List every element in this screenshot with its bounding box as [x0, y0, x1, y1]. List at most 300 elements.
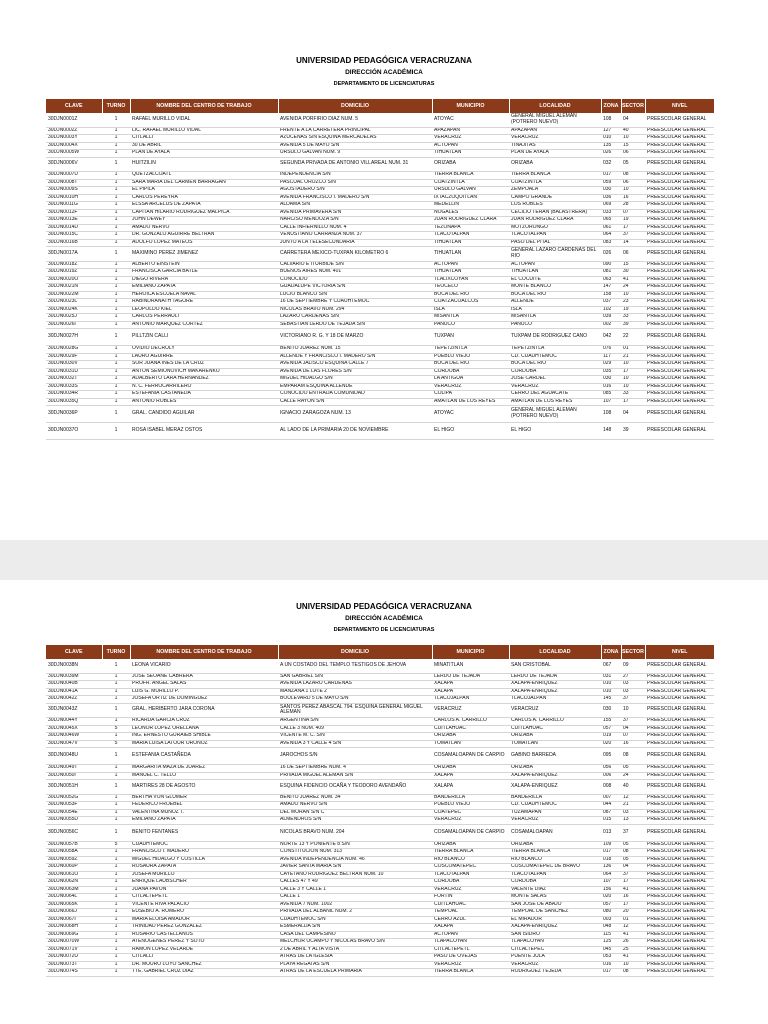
cell-sector: 22 — [621, 329, 645, 346]
cell-zona: 064 — [601, 232, 621, 240]
cell-municipio: ACTOPAN — [432, 931, 509, 939]
cell-sector: 19 — [621, 306, 645, 314]
cell-domicilio: BENITO JUAREZ NUM. 15 — [278, 346, 432, 354]
table-row — [46, 688, 714, 696]
cell-nombre: RAFAEL MURILLO VIDAL — [130, 113, 278, 127]
cell-zona: 064 — [601, 871, 621, 879]
cell-turno: 1 — [102, 946, 130, 954]
cell-zona: 061 — [601, 224, 621, 232]
cell-clave: 30DJN0041A — [46, 688, 102, 696]
cell-turno: 1 — [102, 879, 130, 887]
cell-municipio: ORIZABA — [432, 733, 509, 741]
cell-domicilio: ALLENDE Y FRANCISCO I. MADERO S/N — [278, 353, 432, 361]
cell-domicilio: EMPARAM ESQUINA ALLENDE — [278, 383, 432, 391]
cell-nivel: PREESCOLAR GENERAL — [645, 368, 714, 376]
cell-municipio: CORDOBA — [432, 368, 509, 376]
table-row — [46, 802, 714, 810]
table-row — [46, 276, 714, 284]
cell-localidad: TEPETZINTLA — [509, 346, 601, 354]
cell-nombre: ANTON SEMIONOVICH MAKARENKO — [130, 368, 278, 376]
cell-localidad: BOCA DEL RIO — [509, 361, 601, 369]
department-subtitle: DEPARTAMENTO DE LICENCIATURAS — [333, 627, 435, 633]
cell-nombre: LIC. RAFAEL MURILLO VIDAL — [130, 127, 278, 135]
cell-nivel: PREESCOLAR GENERAL — [645, 871, 714, 879]
cell-clave: 30DJN0066J — [46, 909, 102, 917]
cell-domicilio: DEL MORAN S/N C — [278, 809, 432, 817]
cell-domicilio: ATRAS DE LA ESCUELA PRIMARIA — [278, 969, 432, 977]
cell-localidad: ALLENDE — [509, 299, 601, 307]
cell-turno: 1 — [102, 299, 130, 307]
cell-turno: 5 — [102, 841, 130, 849]
cell-sector: 23 — [621, 299, 645, 307]
cell-clave: 30DJN0006V — [46, 157, 102, 172]
cell-zona: 127 — [601, 127, 621, 135]
cell-clave: 30DJN0018Z — [46, 261, 102, 269]
table-row — [46, 261, 714, 269]
cell-sector: 20 — [621, 909, 645, 917]
cell-zona: 019 — [601, 733, 621, 741]
cell-localidad: GENERAL LAZARO CARDENAS DEL RIO — [509, 247, 601, 262]
cell-nombre: TRINIDAD PEREZ GONZALEZ — [130, 924, 278, 932]
cell-turno: 1 — [102, 901, 130, 909]
cell-localidad: PASO DEL PITAL — [509, 239, 601, 247]
cell-municipio: ATOYAC — [432, 113, 509, 127]
cell-clave: 30DJN0004X — [46, 142, 102, 150]
cell-turno: 1 — [102, 306, 130, 314]
table-row — [46, 841, 714, 849]
cell-sector: 06 — [621, 179, 645, 187]
cell-domicilio: AVENIDA INDEPENDENCIA NUM. 46 — [278, 856, 432, 864]
cell-turno: 1 — [102, 376, 130, 384]
cell-municipio: EL HIGO — [432, 423, 509, 440]
cell-turno: 1 — [102, 688, 130, 696]
cell-clave: 30DJN0011G — [46, 202, 102, 210]
table-row — [46, 718, 714, 726]
cell-turno: 1 — [102, 179, 130, 187]
cell-nivel: PREESCOLAR GENERAL — [645, 217, 714, 225]
cell-sector: 04 — [621, 113, 645, 127]
cell-municipio: COATZACOALCOS — [432, 299, 509, 307]
cell-turno: 1 — [102, 772, 130, 780]
cell-localidad: TOMATLAN — [509, 740, 601, 748]
cell-municipio: VERACRUZ — [432, 817, 509, 825]
cell-nivel: PREESCOLAR GENERAL — [645, 725, 714, 733]
cell-turno: 1 — [102, 696, 130, 704]
cell-turno: 1 — [102, 172, 130, 180]
cell-clave: 30DJN0032T — [46, 376, 102, 384]
cell-sector: 27 — [621, 673, 645, 681]
cell-municipio: TIERRA BLANCA — [432, 969, 509, 977]
cell-turno: 1 — [102, 849, 130, 857]
cell-nivel: PREESCOLAR GENERAL — [645, 802, 714, 810]
cell-turno: 1 — [102, 314, 130, 322]
cell-turno: 1 — [102, 321, 130, 329]
table-row — [46, 239, 714, 247]
cell-nivel: PREESCOLAR GENERAL — [645, 765, 714, 773]
cell-turno: 1 — [102, 939, 130, 947]
cell-clave: 30DJN0042Z — [46, 696, 102, 704]
cell-nivel: PREESCOLAR GENERAL — [645, 748, 714, 765]
cell-nivel: PREESCOLAR GENERAL — [645, 939, 714, 947]
cell-domicilio: CALLE 3 Y CALLE 1 — [278, 886, 432, 894]
cell-zona: 135 — [601, 142, 621, 150]
cell-domicilio: CALLES 47 Y 49 — [278, 879, 432, 887]
cell-nivel: PREESCOLAR GENERAL — [645, 856, 714, 864]
cell-turno: 1 — [102, 894, 130, 902]
cell-localidad: TLAPACOYAN — [509, 939, 601, 947]
cell-sector: 39 — [621, 423, 645, 440]
cell-zona: 095 — [601, 748, 621, 765]
column-header-zona: ZONA — [601, 645, 621, 659]
cell-zona: 067 — [601, 659, 621, 673]
cell-nombre: CUAUHTEMOC — [130, 841, 278, 849]
table-row — [46, 135, 714, 143]
cell-nivel: PREESCOLAR GENERAL — [645, 673, 714, 681]
cell-turno: 1 — [102, 391, 130, 399]
cell-sector: 30 — [621, 269, 645, 277]
cell-turno: 1 — [102, 406, 130, 423]
university-title: UNIVERSIDAD PEDAGÓGICA VERACRUZANA — [296, 602, 472, 611]
cell-municipio: COLIPA — [432, 391, 509, 399]
cell-localidad: VERACRUZ — [509, 817, 601, 825]
cell-nivel: PREESCOLAR GENERAL — [645, 187, 714, 195]
cell-clave: 30DJN0072U — [46, 954, 102, 962]
cell-domicilio: ALDAMA S/N — [278, 202, 432, 210]
cell-nombre: EL PIPILA — [130, 187, 278, 195]
cell-clave: 30DJN0058A — [46, 849, 102, 857]
cell-zona: 056 — [601, 765, 621, 773]
cell-municipio: CITLALTEPETL — [432, 946, 509, 954]
table-row — [46, 856, 714, 864]
cell-nivel: PREESCOLAR GENERAL — [645, 224, 714, 232]
cell-zona: 017 — [601, 849, 621, 857]
cell-zona: 053 — [601, 954, 621, 962]
cell-municipio: TIHUATLAN — [432, 239, 509, 247]
table-row — [46, 969, 714, 977]
cell-nombre: ATENOGENES PEREZ Y SOTO — [130, 939, 278, 947]
cell-nivel: PREESCOLAR GENERAL — [645, 780, 714, 795]
cell-municipio: ORIZABA — [432, 765, 509, 773]
table-row — [46, 187, 714, 195]
table-row — [46, 269, 714, 277]
cell-nivel: PREESCOLAR GENERAL — [645, 284, 714, 292]
cell-municipio: VERACRUZ — [432, 383, 509, 391]
cell-localidad: LOS ROBLES — [509, 202, 601, 210]
cell-domicilio: ARGENTINA S/N — [278, 718, 432, 726]
column-header-clave: CLAVE — [46, 645, 102, 659]
cell-municipio: ISLA — [432, 306, 509, 314]
table-row — [46, 849, 714, 857]
table-row — [46, 247, 714, 262]
cell-zona: 018 — [601, 856, 621, 864]
cell-municipio: APAZAPAN — [432, 127, 509, 135]
cell-nombre: MIGUEL HIDALGO Y COSTILLA — [130, 856, 278, 864]
cell-turno: 1 — [102, 961, 130, 969]
cell-localidad: JOSE CARDEL — [509, 376, 601, 384]
cell-municipio: COSCOMATEPEC — [432, 864, 509, 872]
cell-localidad: PUENTE JULA — [509, 954, 601, 962]
cell-municipio: TUXPAN — [432, 329, 509, 346]
cell-clave: 30DJN0057B — [46, 841, 102, 849]
cell-domicilio: GUADALUPE VICTORIA S/N — [278, 284, 432, 292]
cell-sector: 17 — [621, 368, 645, 376]
cell-turno: 1 — [102, 346, 130, 354]
cell-domicilio: MIGUEL HIDALGO S/N — [278, 376, 432, 384]
cell-clave: 30DJN0073T — [46, 961, 102, 969]
cell-clave: 30DJN0028G — [46, 346, 102, 354]
table-row — [46, 329, 714, 346]
cell-turno: 1 — [102, 765, 130, 773]
cell-localidad: CD. CUAUHTEMOC — [509, 353, 601, 361]
cell-zona: 147 — [601, 284, 621, 292]
cell-municipio: VERACRUZ — [432, 886, 509, 894]
table-row — [46, 703, 714, 718]
table-row — [46, 954, 714, 962]
cell-sector: 37 — [621, 232, 645, 240]
cell-turno: 1 — [102, 423, 130, 440]
cell-nombre: GRAL. CANDIDO AGUILAR — [130, 406, 278, 423]
cell-nombre: JOSE SEOANE CABRERA — [130, 673, 278, 681]
cell-nivel: PREESCOLAR GENERAL — [645, 886, 714, 894]
cell-nombre: ROSARIO CASTELLANOS — [130, 931, 278, 939]
cell-clave: 30DJN0031U — [46, 368, 102, 376]
cell-domicilio: ESMERALDA S/N — [278, 924, 432, 932]
department-subtitle: DEPARTAMENTO DE LICENCIATURAS — [333, 81, 435, 87]
cell-domicilio: CAYETANO RODRIGUEZ BELTRAN NUM. 10 — [278, 871, 432, 879]
cell-nivel: PREESCOLAR GENERAL — [645, 946, 714, 954]
cell-nivel: PREESCOLAR GENERAL — [645, 772, 714, 780]
cell-sector: 03 — [621, 688, 645, 696]
cell-clave: 30DJN0022M — [46, 291, 102, 299]
column-header-nivel: NIVEL — [645, 645, 714, 659]
cell-domicilio: AVENIDA FRANCISCO I. MADERO S/N — [278, 194, 432, 202]
cell-domicilio: 2 DE ABRIL Y ALTA VISTA — [278, 946, 432, 954]
cell-nombre: LEOPOLDO KIEL — [130, 306, 278, 314]
cell-clave: 30DJN0024K — [46, 306, 102, 314]
cell-zona: 016 — [601, 961, 621, 969]
cell-nombre: CITLALTEPETL — [130, 894, 278, 902]
cell-sector: 05 — [621, 157, 645, 172]
cell-turno: 1 — [102, 232, 130, 240]
university-title: UNIVERSIDAD PEDAGÓGICA VERACRUZANA — [296, 56, 472, 65]
column-header-nombre: NOMBRE DEL CENTRO DE TRABAJO — [130, 645, 278, 659]
cell-sector: 10 — [621, 383, 645, 391]
cell-nivel: PREESCOLAR GENERAL — [645, 681, 714, 689]
table-row — [46, 817, 714, 825]
cell-municipio: TIHUATLAN — [432, 269, 509, 277]
cell-clave: 30DJN0068H — [46, 924, 102, 932]
cell-domicilio: FRENTE A LA CARRETERA PRINCIPAL — [278, 127, 432, 135]
cell-domicilio: AMADO NERVO S/N — [278, 802, 432, 810]
cell-zona: 032 — [601, 157, 621, 172]
cell-domicilio: IGNACIO ZARAGOZA NUM. 13 — [278, 406, 432, 423]
cell-zona: 108 — [601, 113, 621, 127]
cell-turno: 1 — [102, 673, 130, 681]
cell-municipio: TIERRA BLANCA — [432, 849, 509, 857]
cell-domicilio: INDEPENDENCIA S/N — [278, 172, 432, 180]
cell-sector: 04 — [621, 864, 645, 872]
cell-localidad: XALAPA-ENRIQUEZ — [509, 924, 601, 932]
cell-sector: 13 — [621, 817, 645, 825]
cell-nombre: ENRIQUE LAUBSCHER — [130, 879, 278, 887]
cell-nivel: PREESCOLAR GENERAL — [645, 202, 714, 210]
cell-sector: 16 — [621, 894, 645, 902]
cell-zona: 002 — [601, 321, 621, 329]
table-header-row — [46, 645, 714, 659]
cell-turno: 1 — [102, 924, 130, 932]
cell-localidad: CORDOBA — [509, 879, 601, 887]
cell-nivel: PREESCOLAR GENERAL — [645, 894, 714, 902]
cell-domicilio: AVENIDA 7 NUM. 1002 — [278, 901, 432, 909]
cell-nivel: PREESCOLAR GENERAL — [645, 194, 714, 202]
cell-nombre: JOSEFA ORTIZ DE DOMINGUEZ — [130, 696, 278, 704]
cell-sector: 41 — [621, 931, 645, 939]
cell-turno: 1 — [102, 954, 130, 962]
cell-zona: 148 — [601, 423, 621, 440]
table-row — [46, 725, 714, 733]
cell-sector: 40 — [621, 780, 645, 795]
cell-sector: 37 — [621, 696, 645, 704]
cell-zona: 057 — [601, 725, 621, 733]
cell-turno: 1 — [102, 802, 130, 810]
cell-nivel: PREESCOLAR GENERAL — [645, 321, 714, 329]
cell-nombre: ROSAURA ZAPATA — [130, 864, 278, 872]
cell-sector: 08 — [621, 969, 645, 977]
schools-table — [46, 99, 714, 440]
cell-nombre: MARIA ELOISA AMADOR — [130, 916, 278, 924]
cell-municipio: XALAPA — [432, 924, 509, 932]
cell-nombre: ALBERTO EINSTEIN — [130, 261, 278, 269]
cell-sector: 33 — [621, 391, 645, 399]
cell-domicilio: CUAUHTEMOC S/N — [278, 916, 432, 924]
table-row — [46, 398, 714, 406]
cell-zona: 029 — [601, 361, 621, 369]
cell-sector: 04 — [621, 725, 645, 733]
cell-sector: 10 — [621, 187, 645, 195]
cell-localidad: BOCA DEL RIO — [509, 291, 601, 299]
cell-zona: 107 — [601, 879, 621, 887]
cell-turno: 1 — [102, 824, 130, 841]
cell-clave: 30DJN0029F — [46, 353, 102, 361]
cell-localidad: COSCOMATEPEC DE BRAVO — [509, 864, 601, 872]
cell-nombre: DIEGO RIVERA — [130, 276, 278, 284]
cell-nombre: LAURO AGUIRRE — [130, 353, 278, 361]
cell-localidad: ISLA — [509, 306, 601, 314]
table-row — [46, 423, 714, 440]
cell-sector: 15 — [621, 142, 645, 150]
cell-zona: 015 — [601, 817, 621, 825]
cell-nivel: PREESCOLAR GENERAL — [645, 916, 714, 924]
cell-clave: 30DJN0020O — [46, 276, 102, 284]
cell-municipio: URSULO GALVAN — [432, 187, 509, 195]
cell-sector: 17 — [621, 398, 645, 406]
cell-municipio: TLACOTALPAN — [432, 871, 509, 879]
cell-nivel: PREESCOLAR GENERAL — [645, 931, 714, 939]
cell-nombre: DR. GONZALO AGUIRRE BELTRAN — [130, 232, 278, 240]
cell-sector: 14 — [621, 239, 645, 247]
cell-zona: 076 — [601, 346, 621, 354]
cell-municipio: MINATITLAN — [432, 659, 509, 673]
cell-nombre: ANTONIO MARQUEZ CORTEZ — [130, 321, 278, 329]
direction-subtitle: DIRECCIÓN ACADÉMICA — [345, 69, 423, 76]
cell-sector: 17 — [621, 901, 645, 909]
cell-localidad: RODRIGUEZ TEJEDA — [509, 969, 601, 977]
cell-sector: 12 — [621, 924, 645, 932]
table-row — [46, 696, 714, 704]
table-row — [46, 733, 714, 741]
cell-domicilio: NICOLAS BRAVO NUM. 294 — [278, 306, 432, 314]
table-row — [46, 172, 714, 180]
cell-municipio: LA ANTIGUA — [432, 376, 509, 384]
cell-sector: 07 — [621, 209, 645, 217]
cell-localidad: XALAPA-ENRIQUEZ — [509, 688, 601, 696]
cell-localidad: ACTOPAN — [509, 261, 601, 269]
table-row — [46, 946, 714, 954]
cell-clave: 30DJN0014D — [46, 224, 102, 232]
cell-sector: 04 — [621, 406, 645, 423]
cell-turno: 1 — [102, 113, 130, 127]
cell-municipio: ATOYAC — [432, 406, 509, 423]
table-row — [46, 113, 714, 127]
cell-clave: 30DJN0060P — [46, 864, 102, 872]
cell-nivel: PREESCOLAR GENERAL — [645, 864, 714, 872]
cell-domicilio: AVENIDA DE LAS FLORES S/N — [278, 368, 432, 376]
cell-turno: 1 — [102, 157, 130, 172]
cell-sector: 10 — [621, 291, 645, 299]
cell-zona: 020 — [601, 894, 621, 902]
cell-localidad: TINAJITAS — [509, 142, 601, 150]
cell-nombre: ING. ERNESTO GURAIEB SHIBLE — [130, 733, 278, 741]
cell-municipio: ACTOPAN — [432, 261, 509, 269]
cell-clave: 30DJN0071V — [46, 946, 102, 954]
cell-localidad: XALAPA-ENRIQUEZ — [509, 780, 601, 795]
cell-domicilio: CALLE 1 — [278, 894, 432, 902]
cell-domicilio: CONOCIDO — [278, 276, 432, 284]
table-row — [46, 673, 714, 681]
cell-nivel: PREESCOLAR GENERAL — [645, 703, 714, 718]
cell-clave: 30DJN0030V — [46, 361, 102, 369]
cell-zona: 155 — [601, 718, 621, 726]
column-header-domicilio: DOMICILIO — [278, 99, 432, 113]
cell-municipio: AMATLAN DE LOS REYES — [432, 398, 509, 406]
cell-nivel: PREESCOLAR GENERAL — [645, 809, 714, 817]
cell-municipio: PUEBLO VIEJO — [432, 802, 509, 810]
cell-domicilio: VICENTE M. C. S/N — [278, 733, 432, 741]
table-row — [46, 780, 714, 795]
cell-zona: 057 — [601, 901, 621, 909]
cell-municipio: TIERRA BLANCA — [432, 172, 509, 180]
cell-nombre: FRANCISCO I. MADERO — [130, 849, 278, 857]
cell-domicilio: AZUCENAS S/N ESQUINA MERCADELAS — [278, 135, 432, 143]
cell-nombre: RAMON LOPEZ VELARDE — [130, 946, 278, 954]
cell-localidad: TUZAMAPAN — [509, 809, 601, 817]
cell-turno: 1 — [102, 659, 130, 673]
cell-localidad: ZEMPOALA — [509, 187, 601, 195]
cell-turno: 1 — [102, 127, 130, 135]
cell-nivel: PREESCOLAR GENERAL — [645, 376, 714, 384]
cell-sector: 10 — [621, 703, 645, 718]
cell-nombre: AMADO NERVO — [130, 224, 278, 232]
cell-domicilio: LUCIO BLANCO S/N — [278, 291, 432, 299]
cell-sector: 37 — [621, 824, 645, 841]
table-row — [46, 886, 714, 894]
cell-clave: 30DJN0025J — [46, 314, 102, 322]
cell-domicilio: A UN COSTADO DEL TEMPLO TESTIGOS DE JEHOVA — [278, 659, 432, 673]
cell-nombre: DR. MOURO LOYO SANCHEZ — [130, 961, 278, 969]
table-row — [46, 284, 714, 292]
cell-clave: 30DJN0054E — [46, 809, 102, 817]
cell-turno: 1 — [102, 329, 130, 346]
